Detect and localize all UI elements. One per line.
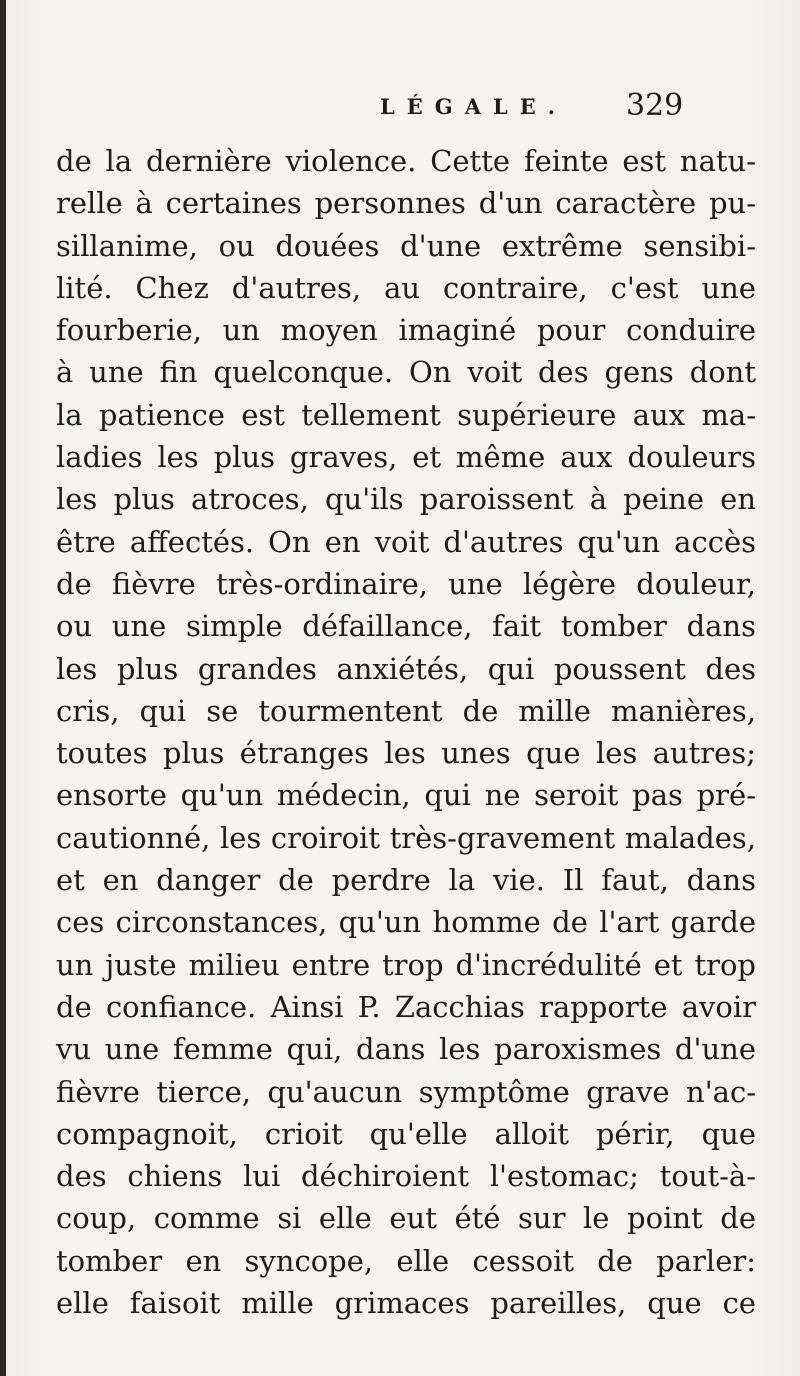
text-line: être affectés. On en voit d'autres qu'un accès bbox=[56, 524, 756, 559]
text-line: à une fin quelconque. On voit des gens dont bbox=[56, 355, 756, 390]
text-line: vu une femme qui, dans les paroxismes d'une bbox=[56, 1032, 756, 1067]
text-line: de la dernière violence. Cette feinte est natu- bbox=[56, 144, 756, 178]
text-line: les plus atroces, qu'ils paroissent à peine en bbox=[56, 482, 756, 517]
text-line: la patience est tellement supérieure aux ma- bbox=[56, 397, 756, 432]
text-line: coup, comme si elle eut été sur le point de bbox=[56, 1201, 756, 1236]
text-line: tomber en syncope, elle cessoit de parler: bbox=[56, 1243, 756, 1278]
text-line: fourberie, un moyen imaginé pour conduire bbox=[56, 313, 756, 348]
text-line: ensorte qu'un médecin, qui ne seroit pas pré- bbox=[56, 778, 756, 813]
text-line: un juste milieu entre trop d'incrédulité et trop bbox=[56, 947, 756, 982]
text-line: compagnoit, crioit qu'elle alloit périr, que bbox=[56, 1116, 756, 1151]
text-line: de fièvre très-ordinaire, une légère douleur, bbox=[56, 566, 756, 601]
text-line: lité. Chez d'autres, au contraire, c'est une bbox=[56, 270, 756, 305]
text-line: cautionné, les croiroit très-gravement malades, bbox=[56, 820, 756, 855]
text-line: elle faisoit mille grimaces pareilles, que ce bbox=[56, 1286, 756, 1321]
text-line: et en danger de perdre la vie. Il faut, dans bbox=[56, 863, 756, 898]
text-line: de confiance. Ainsi P. Zacchias rapporte avoir bbox=[56, 989, 756, 1024]
text-line: les plus grandes anxiétés, qui poussent des bbox=[56, 651, 756, 686]
text-line: fièvre tierce, qu'aucun symptôme grave n'ac- bbox=[56, 1074, 756, 1109]
binding-edge bbox=[0, 0, 6, 1376]
page-header bbox=[0, 88, 800, 134]
running-head: LÉGALE. bbox=[380, 94, 568, 119]
text-line: cris, qui se tourmentent de mille manières, bbox=[56, 693, 756, 728]
text-line: des chiens lui déchiroient l'estomac; tout-à- bbox=[56, 1159, 756, 1194]
text-line: toutes plus étranges les unes que les autres; bbox=[56, 736, 756, 771]
page-number: 329 bbox=[626, 88, 684, 123]
text-line: ou une simple défaillance, fait tomber dans bbox=[56, 609, 756, 644]
text-line: sillanime, ou douées d'une extrême sensibi- bbox=[56, 228, 756, 263]
text-line: ladies les plus graves, et même aux douleurs bbox=[56, 440, 756, 475]
text-line: relle à certaines personnes d'un caractère pu- bbox=[56, 186, 756, 221]
body-text bbox=[56, 140, 756, 1324]
text-line: ces circonstances, qu'un homme de l'art garde bbox=[56, 905, 756, 940]
